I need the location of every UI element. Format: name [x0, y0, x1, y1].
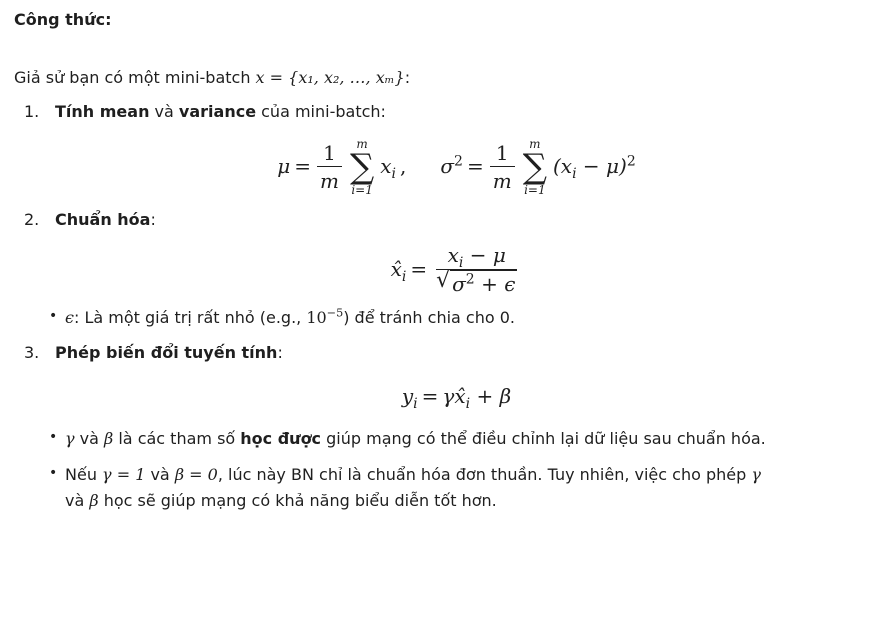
variance-fraction	[490, 141, 515, 193]
section-heading: Công thức:	[14, 10, 112, 29]
linear-notes	[14, 427, 879, 513]
sum-upper-limit: m	[529, 136, 541, 151]
step-title-bold-linear: Phép biến đổi tuyến tính	[55, 342, 278, 362]
mean-lhs: μ	[277, 154, 291, 179]
step-number: 2.	[24, 209, 40, 229]
mean-separator: ,	[400, 154, 407, 179]
linear-lhs: $y_i$	[401, 384, 418, 413]
fraction-denominator: m	[490, 166, 515, 193]
step-title	[55, 208, 879, 231]
normalize-fraction	[433, 243, 520, 296]
sigma-icon: ∑	[522, 146, 547, 187]
bullet-icon: •	[49, 307, 58, 324]
fraction-denominator	[433, 268, 520, 296]
step-title-bold-normalize: Chuẩn hóa	[55, 209, 151, 229]
step-number: 3.	[24, 342, 40, 362]
list-item: • Nếu γ = 1 và β = 0, lúc này BN chỉ là chuẩn hóa đơn thuần. Tuy nhiên, việc cho phép γ và β học sẽ giúp mạng có khả năng biểu diễn tốt hơn.	[49, 462, 879, 513]
step-title-rest: :	[277, 342, 283, 362]
formula-linear	[14, 382, 879, 411]
variance-lhs: $\sigma^2$	[440, 153, 463, 179]
variance-term: $(x_i - \mu)^2$	[552, 153, 636, 183]
linear-rhs: $\gamma x̂_i + \beta$	[442, 384, 512, 413]
bullet-icon: •	[49, 429, 58, 446]
equals-sign: =	[294, 154, 311, 179]
sigma-icon: ∑	[349, 146, 375, 187]
normalize-notes	[14, 306, 879, 329]
fraction-denominator: m	[317, 166, 342, 193]
step-title-rest: :	[150, 209, 156, 229]
radical-icon: √	[436, 267, 451, 293]
fraction-numerator: 1	[323, 140, 336, 165]
bullet-icon: •	[49, 465, 58, 482]
step-title-rest: của mini-batch:	[256, 102, 386, 122]
sum-lower-limit: i=1	[524, 182, 546, 197]
intro-formula: x = {x₁, x₂, …, xₘ}	[255, 68, 405, 88]
equals-sign: =	[421, 384, 439, 409]
list-item: • γ và β là các tham số học được giúp mạng có thể điều chỉnh lại dữ liệu sau chuẩn hóa.	[49, 429, 766, 449]
sum-upper-limit: m	[356, 136, 368, 151]
step-title-bold-mean: Tính mean	[55, 102, 150, 122]
mean-term: $x_i$	[380, 154, 397, 183]
step-mean-variance	[14, 100, 879, 123]
step-title	[55, 341, 879, 364]
formula-mean-variance	[14, 138, 879, 196]
list-item: • ϵ: Là một giá trị rất nhỏ (e.g., $10^{-5}$) để tránh chia cho 0.	[49, 306, 515, 327]
equals-sign: =	[466, 154, 484, 179]
fraction-numerator: 1	[495, 140, 509, 165]
equals-sign: =	[410, 256, 428, 281]
variance-summation	[523, 138, 547, 196]
step-title-bold-variance: variance	[178, 102, 257, 122]
step-linear-transform	[14, 341, 879, 364]
step-title-and: và	[149, 102, 179, 122]
step-normalize	[14, 208, 879, 231]
formula-normalize	[14, 243, 879, 296]
square-root: √ $\sigma^2 + \epsilon$	[436, 267, 516, 296]
sum-lower-limit: i=1	[351, 182, 373, 197]
normalize-lhs: $x̂_i$	[390, 256, 407, 285]
intro-colon: :	[404, 68, 411, 88]
intro-text: Giả sử bạn có một mini-batch	[14, 68, 251, 88]
step-title	[55, 100, 879, 123]
mean-summation	[350, 138, 374, 196]
fraction-numerator: $x_i - \mu$	[447, 242, 506, 271]
mean-fraction	[317, 141, 342, 193]
step-number: 1.	[24, 102, 40, 122]
intro-paragraph	[14, 66, 879, 89]
